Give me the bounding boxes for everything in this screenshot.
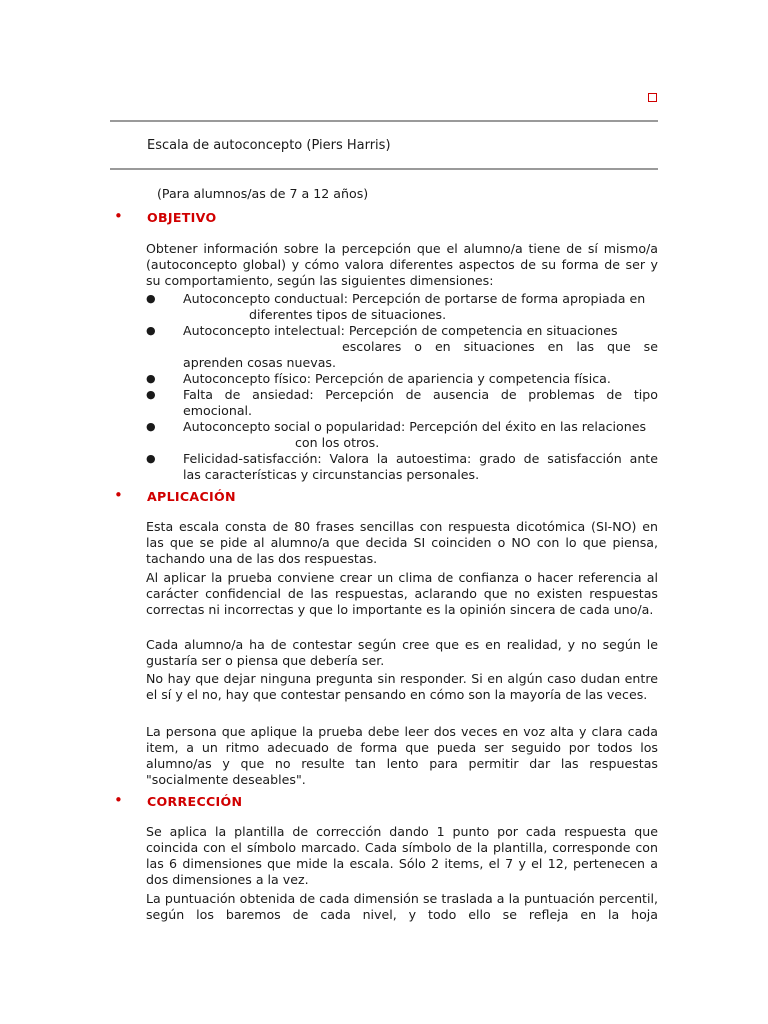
section-bullet-icon: • [114,791,123,809]
aplicacion-paragraph: Cada alumno/a ha de contestar según cree que es en realidad, y no según le gustaría ser o piensa que debería ser. [146,637,658,668]
bullet-icon: ● [146,372,156,385]
correccion-paragraph: Se aplica la plantilla de corrección dando 1 punto por cada respuesta que coincida con el símbolo marcado. Cada símbolo de la plantilla, corresponde con las 6 dimensiones que mide la escala. Sólo 2 items, el 7 y el 12, pertenecen a dos dimensiones a la vez. [146,824,658,887]
bullet-icon: ● [146,388,156,401]
section-heading-aplicacion: APLICACIÓN [147,489,236,504]
aplicacion-paragraph: Al aplicar la prueba conviene crear un clima de confianza o hacer referencia al carácter confidencial de las respuestas, aclarando que no existen respuestas correctas ni incorrectas y que lo importante es la opinión sincera de cada uno/a. [146,570,658,617]
section-bullet-icon: • [114,207,123,225]
subtitle: (Para alumnos/as de 7 a 12 años) [157,186,369,201]
aplicacion-paragraph: No hay que dejar ninguna pregunta sin responder. Si en algún caso dudan entre el sí y el no, hay que contestar pensando en cómo son la mayoría de las veces. [146,671,658,702]
bullet-icon: ● [146,324,156,337]
section-heading-correccion: CORRECCIÓN [147,794,243,809]
bullet-icon: ● [146,452,156,465]
aplicacion-paragraph: Esta escala consta de 80 frases sencillas con respuesta dicotómica (SI-NO) en las que se pide al alumno/a que decida SI coinciden o NO con lo que piensa, tachando una de las dos respuestas. [146,519,658,566]
section-heading-objetivo: OBJETIVO [147,210,217,225]
bullet-icon: ● [146,292,156,305]
objetivo-intro: Obtener información sobre la percepción que el alumno/a tiene de sí mismo/a (autoconcepto global) y cómo valora diferentes aspectos de su forma de ser y su comportamiento, según las siguientes dimensiones: [146,241,658,288]
square-outline-icon [648,93,657,102]
aplicacion-paragraph: La persona que aplique la prueba debe leer dos veces en voz alta y clara cada item, a un ritmo adecuado de forma que pueda ser seguido por todos los alumno/as y que no resulte tan lento para permitir dar las respuestas "socialmente deseables". [146,724,658,787]
document-title: Escala de autoconcepto (Piers Harris) [147,138,391,153]
top-rule [110,120,658,122]
bullet-icon: ● [146,420,156,433]
title-rule [110,168,658,170]
section-bullet-icon: • [114,486,123,504]
correccion-paragraph: La puntuación obtenida de cada dimensión se traslada a la puntuación percentil, según los baremos de cada nivel, y todo ello se refleja en la hoja [146,891,658,922]
